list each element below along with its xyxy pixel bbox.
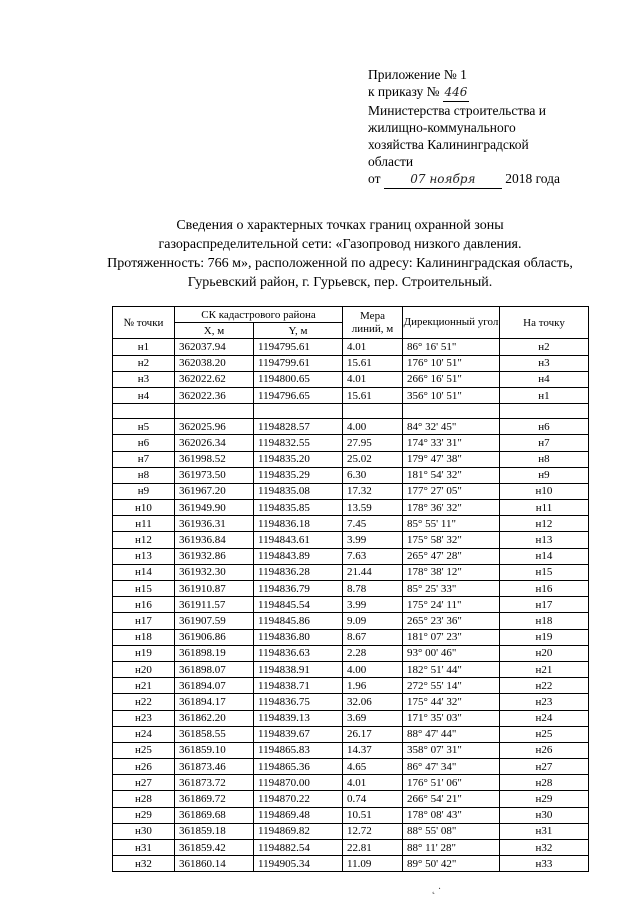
cell-point: н22 xyxy=(113,694,175,710)
cell-length: 2.28 xyxy=(343,645,403,661)
table-row xyxy=(113,840,589,856)
cell-to-point: н25 xyxy=(500,726,589,742)
cell-angle: 176° 51' 06" xyxy=(403,775,500,791)
table-row xyxy=(113,467,589,483)
cell-y: 1194839.13 xyxy=(254,710,343,726)
cell-to-point: н10 xyxy=(500,483,589,499)
cell-length: 15.61 xyxy=(343,355,403,371)
order-number-handwritten: 446 xyxy=(443,84,469,102)
cell-to-point: н20 xyxy=(500,645,589,661)
cell-x: 361898.19 xyxy=(175,645,254,661)
cell-x: 361894.07 xyxy=(175,678,254,694)
cell-to-point: н32 xyxy=(500,840,589,856)
cell-point: н27 xyxy=(113,775,175,791)
table-row xyxy=(113,532,589,548)
cell-y: 1194838.91 xyxy=(254,661,343,677)
order-line xyxy=(368,83,628,102)
table-row xyxy=(113,645,589,661)
cell-x: 362037.94 xyxy=(175,339,254,355)
cell-length: 0.74 xyxy=(343,791,403,807)
cell-y: 1194836.28 xyxy=(254,564,343,580)
cell-point: н26 xyxy=(113,759,175,775)
header-y: Y, м xyxy=(254,323,343,339)
cell-y: 1194796.65 xyxy=(254,387,343,403)
cell-to-point: н11 xyxy=(500,500,589,516)
cell-to-point: н22 xyxy=(500,678,589,694)
cell-point: н16 xyxy=(113,597,175,613)
cell-point: н3 xyxy=(113,371,175,387)
cell-x: 361907.59 xyxy=(175,613,254,629)
cell-point: н11 xyxy=(113,516,175,532)
cell-y: 1194845.54 xyxy=(254,597,343,613)
cell-length: 32.06 xyxy=(343,694,403,710)
cell-length: 4.01 xyxy=(343,339,403,355)
table-row xyxy=(113,339,589,355)
table-row xyxy=(113,742,589,758)
cell-point: н30 xyxy=(113,823,175,839)
cell-point: н1 xyxy=(113,339,175,355)
cell-y: 1194832.55 xyxy=(254,435,343,451)
ministry-line-4: области xyxy=(368,154,414,169)
cell-length: 3.99 xyxy=(343,597,403,613)
cell-to-point: н16 xyxy=(500,581,589,597)
table-row xyxy=(113,500,589,516)
cell-x: 361858.55 xyxy=(175,726,254,742)
cell-y: 1194882.54 xyxy=(254,840,343,856)
cell-x: 361949.90 xyxy=(175,500,254,516)
cell-y: 1194835.29 xyxy=(254,467,343,483)
cell-length: 25.02 xyxy=(343,451,403,467)
table-row xyxy=(113,823,589,839)
cell-point: н23 xyxy=(113,710,175,726)
cell-length: 13.59 xyxy=(343,500,403,516)
cell-angle: 88° 47' 44" xyxy=(403,726,500,742)
cell-x: 361911.57 xyxy=(175,597,254,613)
cell-to-point: н8 xyxy=(500,451,589,467)
cell-y: 1194843.61 xyxy=(254,532,343,548)
cell-length: 26.17 xyxy=(343,726,403,742)
ministry-line-1: Министерства строительства и xyxy=(368,103,547,118)
cell-angle: 88° 55' 08" xyxy=(403,823,500,839)
cell-angle: 86° 16' 51" xyxy=(403,339,500,355)
cell-length: 27.95 xyxy=(343,435,403,451)
cell-point: н20 xyxy=(113,661,175,677)
table-row xyxy=(113,597,589,613)
cell-angle: 265° 23' 36" xyxy=(403,613,500,629)
cell-length: 15.61 xyxy=(343,387,403,403)
cell-point: н5 xyxy=(113,419,175,435)
title-line-3: Протяженность: 766 м», расположенной по адресу: Калининградская область, xyxy=(107,256,573,271)
title-line-1: Сведения о характерных точках границ охранной зоны xyxy=(176,218,504,233)
date-handwritten: 07 ноября xyxy=(384,171,502,189)
cell-length: 11.09 xyxy=(343,856,403,872)
cell-x: 361862.20 xyxy=(175,710,254,726)
cell-to-point: н12 xyxy=(500,516,589,532)
table-row xyxy=(113,435,589,451)
table-row xyxy=(113,661,589,677)
cell-angle: 266° 54' 21" xyxy=(403,791,500,807)
table-row xyxy=(113,759,589,775)
cell-to-point: н7 xyxy=(500,435,589,451)
cell-point: н17 xyxy=(113,613,175,629)
header-x: X, м xyxy=(175,323,254,339)
cell-point: н28 xyxy=(113,791,175,807)
cell-angle: 178° 36' 32" xyxy=(403,500,500,516)
cell-x: 361859.42 xyxy=(175,840,254,856)
date-line xyxy=(368,170,628,189)
cell-x: 361936.31 xyxy=(175,516,254,532)
cell-x: 361873.46 xyxy=(175,759,254,775)
cell-x: 361859.10 xyxy=(175,742,254,758)
empty-cell xyxy=(254,404,343,419)
cell-point: н7 xyxy=(113,451,175,467)
cell-angle: 93° 00' 46" xyxy=(403,645,500,661)
cell-to-point: н4 xyxy=(500,371,589,387)
cell-length: 10.51 xyxy=(343,807,403,823)
cell-x: 361936.84 xyxy=(175,532,254,548)
cell-angle: 181° 54' 32" xyxy=(403,467,500,483)
cell-angle: 84° 32' 45" xyxy=(403,419,500,435)
cell-length: 21.44 xyxy=(343,564,403,580)
cell-to-point: н27 xyxy=(500,759,589,775)
table-row xyxy=(113,775,589,791)
cell-to-point: н23 xyxy=(500,694,589,710)
cell-to-point: н24 xyxy=(500,710,589,726)
cell-angle: 174° 33' 31" xyxy=(403,435,500,451)
cell-y: 1194836.79 xyxy=(254,581,343,597)
cell-y: 1194845.86 xyxy=(254,613,343,629)
cell-x: 361860.14 xyxy=(175,856,254,872)
empty-cell xyxy=(175,404,254,419)
cell-angle: 85° 55' 11" xyxy=(403,516,500,532)
cell-y: 1194843.89 xyxy=(254,548,343,564)
cell-length: 14.37 xyxy=(343,742,403,758)
cell-y: 1194865.36 xyxy=(254,759,343,775)
cell-point: н8 xyxy=(113,467,175,483)
cell-length: 6.30 xyxy=(343,467,403,483)
cell-to-point: н33 xyxy=(500,856,589,872)
cell-length: 8.78 xyxy=(343,581,403,597)
cell-to-point: н21 xyxy=(500,661,589,677)
cell-y: 1194839.67 xyxy=(254,726,343,742)
cell-x: 361932.86 xyxy=(175,548,254,564)
cell-point: н32 xyxy=(113,856,175,872)
header-angle: Дирекционный угол xyxy=(403,307,500,339)
cell-length: 4.00 xyxy=(343,661,403,677)
cell-x: 361932.30 xyxy=(175,564,254,580)
cell-angle: 356° 10' 51" xyxy=(403,387,500,403)
document-title xyxy=(60,216,620,292)
table-row xyxy=(113,678,589,694)
cell-point: н2 xyxy=(113,355,175,371)
cell-length: 3.99 xyxy=(343,532,403,548)
cell-angle: 177° 27' 05" xyxy=(403,483,500,499)
cell-angle: 181° 07' 23" xyxy=(403,629,500,645)
table-row xyxy=(113,613,589,629)
cell-y: 1194836.18 xyxy=(254,516,343,532)
table-row xyxy=(113,451,589,467)
cell-y: 1194836.75 xyxy=(254,694,343,710)
cell-angle: 175° 24' 11" xyxy=(403,597,500,613)
cell-y: 1194865.83 xyxy=(254,742,343,758)
cell-point: н31 xyxy=(113,840,175,856)
cell-y: 1194870.22 xyxy=(254,791,343,807)
cell-y: 1194828.57 xyxy=(254,419,343,435)
cell-angle: 89° 50' 42" xyxy=(403,856,500,872)
cell-y: 1194835.85 xyxy=(254,500,343,516)
cell-length: 7.45 xyxy=(343,516,403,532)
cell-x: 362026.34 xyxy=(175,435,254,451)
cell-x: 362038.20 xyxy=(175,355,254,371)
cell-y: 1194905.34 xyxy=(254,856,343,872)
cell-y: 1194799.61 xyxy=(254,355,343,371)
cell-angle: 179° 47' 38" xyxy=(403,451,500,467)
cell-to-point: н17 xyxy=(500,597,589,613)
cell-to-point: н31 xyxy=(500,823,589,839)
table-row xyxy=(113,516,589,532)
cell-length: 4.01 xyxy=(343,371,403,387)
table-row xyxy=(113,387,589,403)
empty-cell xyxy=(500,404,589,419)
cell-angle: 178° 08' 43" xyxy=(403,807,500,823)
cell-to-point: н28 xyxy=(500,775,589,791)
empty-cell xyxy=(343,404,403,419)
cell-y: 1194870.00 xyxy=(254,775,343,791)
cell-length: 4.01 xyxy=(343,775,403,791)
cell-length: 4.65 xyxy=(343,759,403,775)
cell-to-point: н30 xyxy=(500,807,589,823)
cell-x: 361998.52 xyxy=(175,451,254,467)
empty-cell xyxy=(403,404,500,419)
cell-point: н4 xyxy=(113,387,175,403)
cell-length: 4.00 xyxy=(343,419,403,435)
date-suffix: 2018 года xyxy=(505,171,561,186)
cell-to-point: н15 xyxy=(500,564,589,580)
cell-point: н14 xyxy=(113,564,175,580)
cell-point: н18 xyxy=(113,629,175,645)
table-row xyxy=(113,371,589,387)
table-separator-row xyxy=(113,404,589,419)
cell-x: 362022.36 xyxy=(175,387,254,403)
cell-x: 361973.50 xyxy=(175,467,254,483)
cell-y: 1194835.08 xyxy=(254,483,343,499)
table-row xyxy=(113,694,589,710)
cell-angle: 272° 55' 14" xyxy=(403,678,500,694)
cell-to-point: н2 xyxy=(500,339,589,355)
cell-x: 361869.68 xyxy=(175,807,254,823)
table-row xyxy=(113,726,589,742)
cell-length: 1.96 xyxy=(343,678,403,694)
cell-to-point: н26 xyxy=(500,742,589,758)
header-point: № точки xyxy=(113,307,175,339)
cell-point: н13 xyxy=(113,548,175,564)
cell-angle: 88° 11' 28" xyxy=(403,840,500,856)
cell-to-point: н9 xyxy=(500,467,589,483)
cell-length: 17.32 xyxy=(343,483,403,499)
empty-cell xyxy=(113,404,175,419)
table-row xyxy=(113,791,589,807)
cell-angle: 171° 35' 03" xyxy=(403,710,500,726)
ministry-line-3: хозяйства Калининградской xyxy=(368,137,529,152)
cell-point: н19 xyxy=(113,645,175,661)
coordinates-table xyxy=(112,306,589,872)
cell-to-point: н18 xyxy=(500,613,589,629)
cell-y: 1194869.82 xyxy=(254,823,343,839)
title-line-4: Гурьевский район, г. Гурьевск, пер. Строительный. xyxy=(187,275,493,290)
cell-x: 361910.87 xyxy=(175,581,254,597)
title-line-2: газораспределительной сети: «Газопровод низкого давления. xyxy=(158,237,522,252)
cell-x: 361859.18 xyxy=(175,823,254,839)
table-row xyxy=(113,856,589,872)
cell-length: 22.81 xyxy=(343,840,403,856)
cell-point: н29 xyxy=(113,807,175,823)
cell-angle: 265° 47' 28" xyxy=(403,548,500,564)
cell-to-point: н3 xyxy=(500,355,589,371)
cell-point: н24 xyxy=(113,726,175,742)
cell-angle: 176° 10' 51" xyxy=(403,355,500,371)
cell-y: 1194836.80 xyxy=(254,629,343,645)
table-row xyxy=(113,581,589,597)
cell-point: н21 xyxy=(113,678,175,694)
cell-x: 361873.72 xyxy=(175,775,254,791)
cell-y: 1194800.65 xyxy=(254,371,343,387)
cell-angle: 85° 25' 33" xyxy=(403,581,500,597)
table-row xyxy=(113,710,589,726)
cell-length: 8.67 xyxy=(343,629,403,645)
header-to-point: На точку xyxy=(500,307,589,339)
cell-length: 12.72 xyxy=(343,823,403,839)
date-prefix: от xyxy=(368,171,381,186)
cell-angle: 182° 51' 44" xyxy=(403,661,500,677)
cell-to-point: н14 xyxy=(500,548,589,564)
ministry-line-2: жилищно-коммунального xyxy=(368,120,516,135)
appendix-header xyxy=(368,66,628,189)
table-row xyxy=(113,807,589,823)
cell-angle: 178° 38' 12" xyxy=(403,564,500,580)
cell-x: 361906.86 xyxy=(175,629,254,645)
cell-point: н15 xyxy=(113,581,175,597)
table-row xyxy=(113,564,589,580)
table-row xyxy=(113,483,589,499)
cell-to-point: н6 xyxy=(500,419,589,435)
cell-y: 1194869.48 xyxy=(254,807,343,823)
table-row xyxy=(113,548,589,564)
cell-length: 3.69 xyxy=(343,710,403,726)
cell-angle: 86° 47' 34" xyxy=(403,759,500,775)
cell-point: н10 xyxy=(113,500,175,516)
cell-x: 361894.17 xyxy=(175,694,254,710)
table-body xyxy=(113,339,589,872)
cell-x: 361869.72 xyxy=(175,791,254,807)
page-mark: ˛ · xyxy=(432,884,442,895)
order-prefix: к приказу № xyxy=(368,84,440,99)
cell-to-point: н19 xyxy=(500,629,589,645)
cell-y: 1194838.71 xyxy=(254,678,343,694)
cell-y: 1194795.61 xyxy=(254,339,343,355)
header-sk: СК кадастрового района xyxy=(175,307,343,323)
cell-to-point: н1 xyxy=(500,387,589,403)
cell-length: 7.63 xyxy=(343,548,403,564)
cell-point: н25 xyxy=(113,742,175,758)
cell-angle: 175° 58' 32" xyxy=(403,532,500,548)
cell-angle: 266° 16' 51" xyxy=(403,371,500,387)
cell-angle: 358° 07' 31" xyxy=(403,742,500,758)
cell-x: 361967.20 xyxy=(175,483,254,499)
table-row xyxy=(113,355,589,371)
cell-y: 1194836.63 xyxy=(254,645,343,661)
cell-point: н9 xyxy=(113,483,175,499)
cell-to-point: н13 xyxy=(500,532,589,548)
cell-length: 9.09 xyxy=(343,613,403,629)
table-row xyxy=(113,629,589,645)
cell-x: 361898.07 xyxy=(175,661,254,677)
cell-x: 362022.62 xyxy=(175,371,254,387)
cell-point: н12 xyxy=(113,532,175,548)
cell-point: н6 xyxy=(113,435,175,451)
header-length: Мера линий, м xyxy=(343,307,403,339)
cell-angle: 175° 44' 32" xyxy=(403,694,500,710)
cell-to-point: н29 xyxy=(500,791,589,807)
appendix-title: Приложение № 1 xyxy=(368,67,467,82)
cell-x: 362025.96 xyxy=(175,419,254,435)
table-row xyxy=(113,419,589,435)
cell-y: 1194835.20 xyxy=(254,451,343,467)
